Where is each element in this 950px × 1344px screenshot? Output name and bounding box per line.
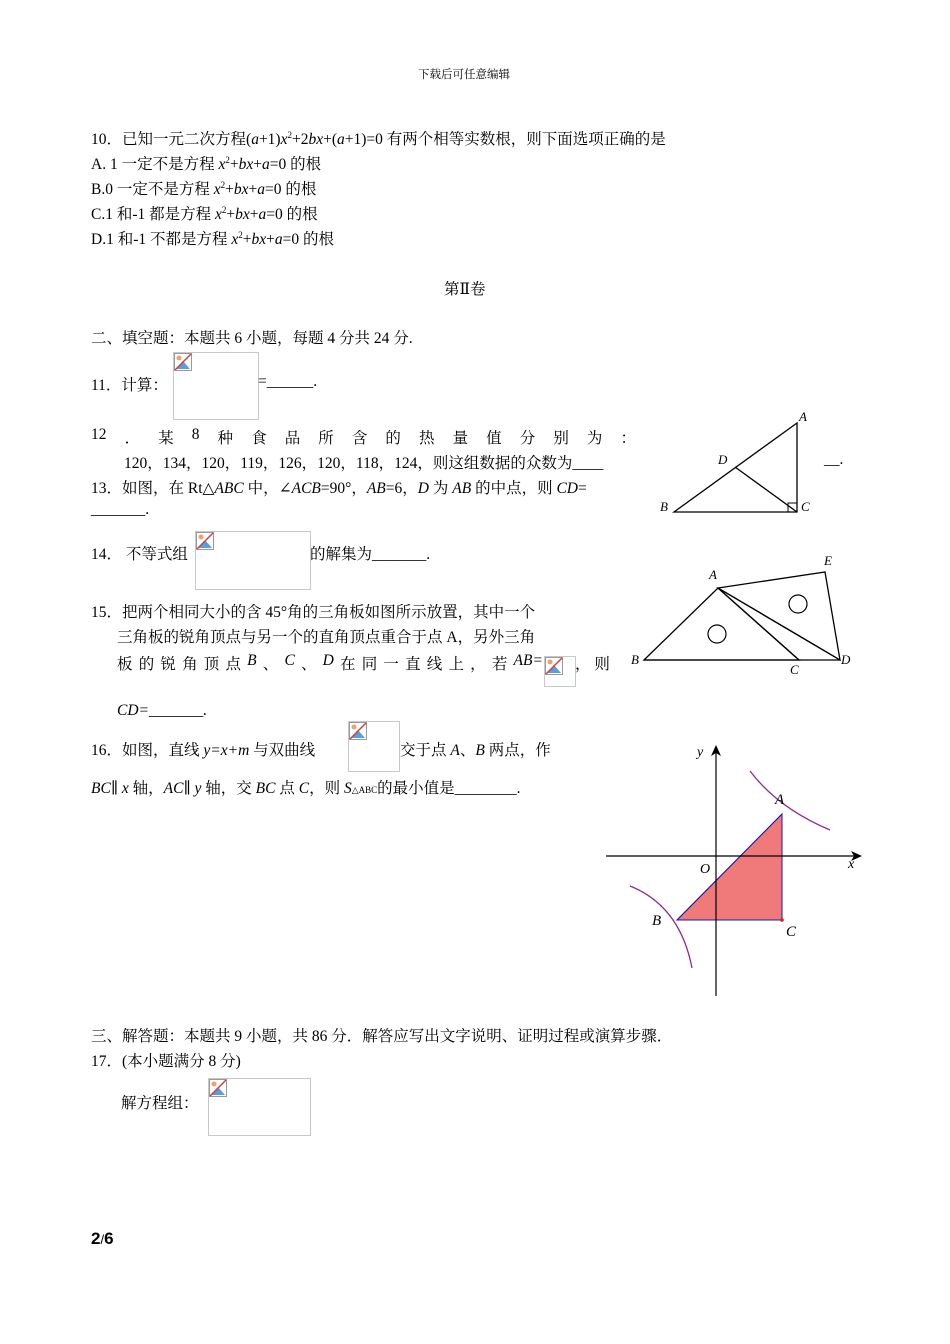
q14-answer-blank: 的解集为_______. (310, 546, 431, 563)
label-a: A (799, 409, 807, 424)
q15-line3-tail: ， 则 (575, 656, 610, 673)
q10-option-d: D.1 和-1 不都是方程 $x^2+bx+a=0$ 的根 (91, 230, 335, 248)
q14-label: 14． 不等式组 (91, 546, 188, 563)
q10-stem: 10．已知一元二次方程$(a+1)x^2+2bx+(a+1)=0$ 有两个相等实数根，则下面选项正确的是 (91, 130, 666, 148)
q15-line3: 板 的 锐 角 顶 点 B 、 C 、 D 在 同 一 直 线 上 ， 若 AB= (117, 652, 543, 673)
label-a: A (775, 792, 785, 808)
label-c: C (790, 662, 799, 675)
label-e: E (824, 553, 832, 568)
q11-answer-blank: =______. (258, 373, 318, 390)
q12-line1: 12 ． 某 8 种 食 品 所 含 的 热 量 值 分 别 为 ： (91, 426, 636, 447)
q12-blank-tail: __. (824, 451, 844, 468)
fill-intro: 二、填空题：本题共 6 小题，每题 4 分共 24 分. (91, 330, 413, 347)
q16-image-placeholder (348, 721, 400, 772)
hole-circle-left (708, 625, 726, 643)
q13-blank: _______. (91, 501, 150, 518)
q15-answer-blank: CD=_______. (117, 702, 208, 719)
q13-stem: 13．如图，在 Rt△ABC 中，∠ACB=90°，AB=6，D 为 AB 的中点，则 CD= (91, 480, 587, 497)
q17-image-placeholder (208, 1078, 311, 1136)
label-x: x (848, 857, 855, 872)
q16-line1-pre: 16．如图，直线 y=x+m 与双曲线 (91, 742, 316, 759)
label-b: B (631, 652, 639, 667)
label-o: O (700, 862, 711, 877)
q10-option-c: C.1 和-1 都是方程 $x^2+bx+a=0$ 的根 (91, 205, 318, 223)
segment-ac (718, 588, 799, 660)
q10-option-b: B.0 一定不是方程 $x^2+bx+a=0$ 的根 (91, 180, 317, 198)
q16-coordinate-figure (600, 740, 870, 1005)
label-c: C (786, 924, 797, 940)
broken-image-icon (349, 722, 367, 740)
q10-option-a: A. 1 一定不是方程 $x^2+bx+a=0$ 的根 (91, 155, 322, 173)
segment-ad (718, 588, 840, 660)
triangle-abc (644, 588, 799, 660)
q12-line2: 120，134，120，119，126，120，118，124，则这组数据的众数为____ (124, 455, 604, 472)
point-c (780, 918, 784, 922)
q11-image-placeholder (173, 352, 259, 420)
broken-image-icon (209, 1079, 227, 1097)
q17-heading: 17．(本小题满分 8 分) (91, 1053, 241, 1070)
q13-triangle-figure (655, 405, 815, 520)
q15-triangles-figure (628, 550, 858, 675)
hyperbola-branch-upper (750, 771, 830, 830)
label-b: B (660, 499, 668, 514)
broken-image-icon (196, 532, 214, 550)
page-number: 2/6 (91, 1229, 114, 1248)
q11-label: 11．计算： (91, 377, 168, 394)
label-d: D (841, 652, 851, 667)
triangle-aed (718, 572, 840, 660)
header-note: 下载后可任意编辑 (418, 69, 510, 81)
q15-line2: 三角板的锐角顶点与另一个的直角顶点重合于点 A，另外三角 (117, 629, 536, 646)
section-2-title: 第Ⅱ卷 (444, 281, 486, 298)
label-y: y (697, 745, 704, 760)
q16-line2: BC∥ x 轴，AC∥ y 轴，交 BC 点 C，则 S△ABC的最小值是________. (91, 780, 521, 797)
q15-line1: 15．把两个相同大小的含 45°角的三角板如图所示放置，其中一个 (91, 604, 536, 621)
q15-image-placeholder (544, 656, 576, 687)
section-3-intro: 三、解答题：本题共 9 小题，共 86 分．解答应写出文字说明、证明过程或演算步骤． (91, 1028, 673, 1045)
label-c: C (801, 499, 810, 514)
q17-body: 解方程组： (121, 1095, 199, 1112)
q16-line1-post: 交于点 A、B 两点，作 (400, 742, 551, 759)
broken-image-icon (174, 353, 192, 371)
label-d: D (718, 452, 728, 467)
q14-image-placeholder (195, 531, 311, 590)
hole-circle-right (789, 595, 807, 613)
label-a: A (709, 567, 717, 582)
broken-image-icon (545, 657, 563, 675)
label-b: B (652, 913, 662, 929)
